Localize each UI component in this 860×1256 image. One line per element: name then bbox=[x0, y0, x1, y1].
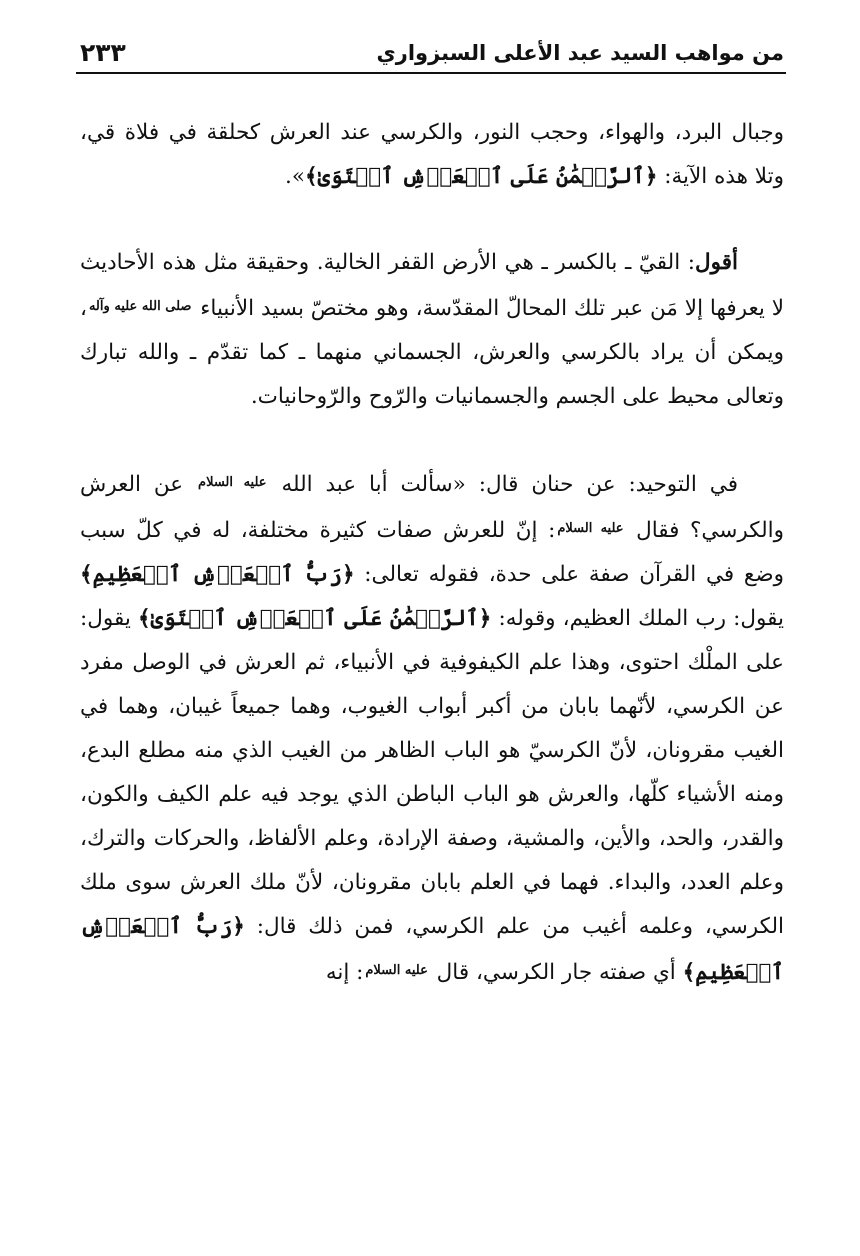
honorific-glyph: عليه السلام bbox=[365, 963, 428, 978]
quran-verse: ﴿ٱلرَّحۡمَٰنُ عَلَى ٱلۡعَرۡشِ ٱسۡتَوَىٰ﴾ bbox=[137, 606, 492, 631]
text-run: وجبال البرد، والهواء، وحجب النور، والكرسي عند العرش كحلقة في فلاة قي، وتلا هذه الآية: bbox=[80, 120, 784, 189]
paragraph-3 bbox=[80, 461, 784, 995]
text-run: أي صفته جار الكرسي، قال bbox=[429, 960, 683, 985]
quran-verse: ﴿ٱلرَّحۡمَٰنُ عَلَى ٱلۡعَرۡشِ ٱسۡتَوَىٰ﴾ bbox=[304, 164, 658, 189]
text-run: ». bbox=[284, 164, 305, 189]
text-run: يقول: على الملْك احتوى، وهذا علم الكيفوفية في الأنبياء، ثم العرش في الوصل مفرد عن الكرسي، لأنّهما بابان من أكبر أبواب الغيوب، وهما جميعاً غيبان، وهما في الغيب مقرونان، لأنّ الكرسيّ هو الباب الظاهر من الغيب الذي منه مطلع البدع، ومنه الأشياء كلّها، والعرش هو الباب الباطن الذي يوجد فيه علم الكيف والكون، والقدر، والحد، والأين، والمشية، وصفة الإرادة، وعلم الألفاظ، والحركات والترك، وعلم العدد، والبداء. فهما في العلم بابان مقرونان، لأنّ ملك العرش سوى ملك الكرسي، وعلمه أغيب من علم الكرسي، فمن ذلك قال: bbox=[80, 606, 785, 939]
text-run: ، ويمكن أن يراد بالكرسي والعرش، الجسماني منهما ـ كما تقدّم ـ والله تبارك وتعالى محيط على الجسم والجسمانيات والرّوح والرّوحانيات. bbox=[80, 296, 784, 409]
paragraph-1 bbox=[80, 111, 784, 199]
running-title: من مواهب السيد عبد الأعلى السبزواري bbox=[376, 41, 784, 65]
paragraph-gap bbox=[80, 199, 784, 241]
text-run: : إنه bbox=[325, 960, 364, 985]
text-run: : القيّ ـ بالكسر ـ هي الأرض القفر الخالية. وحقيقة مثل هذه الأحاديث لا يعرفها إلا مَن عبر تلك المحالّ المقدّسة، وهو مختصّ بسيد الأنبياء bbox=[80, 250, 784, 321]
text-run: في التوحيد: عن حنان قال: «سألت أبا عبد الله bbox=[268, 472, 738, 497]
page-body bbox=[80, 111, 784, 995]
honorific-glyph: عليه السلام bbox=[557, 521, 624, 536]
quran-verse: ﴿رَبُّ ٱلۡعَرۡشِ ٱلۡعَظِيمِ﴾ bbox=[80, 914, 784, 985]
honorific-glyph: عليه السلام bbox=[198, 475, 267, 490]
page-header bbox=[80, 28, 784, 72]
header-rule bbox=[76, 72, 786, 74]
honorific-glyph: صلى الله عليه وآله bbox=[88, 299, 192, 314]
paragraph-2 bbox=[80, 241, 784, 419]
lead-word: أقول bbox=[695, 250, 738, 275]
paragraph-gap bbox=[80, 419, 784, 461]
quran-verse: ﴿رَبُّ ٱلۡعَرۡشِ ٱلۡعَظِيمِ﴾ bbox=[80, 562, 355, 587]
page-number: ٢٣٣ bbox=[80, 38, 126, 67]
text-run: عن العرش والكرسي؟ فقال bbox=[80, 472, 784, 543]
text-run: يقول: رب الملك العظيم، وقوله: bbox=[491, 606, 784, 631]
text-run: : إنّ للعرش صفات كثيرة مختلفة، له في كلّ سبب وضع في القرآن صفة على حدة، فقوله تعالى: bbox=[80, 518, 785, 587]
